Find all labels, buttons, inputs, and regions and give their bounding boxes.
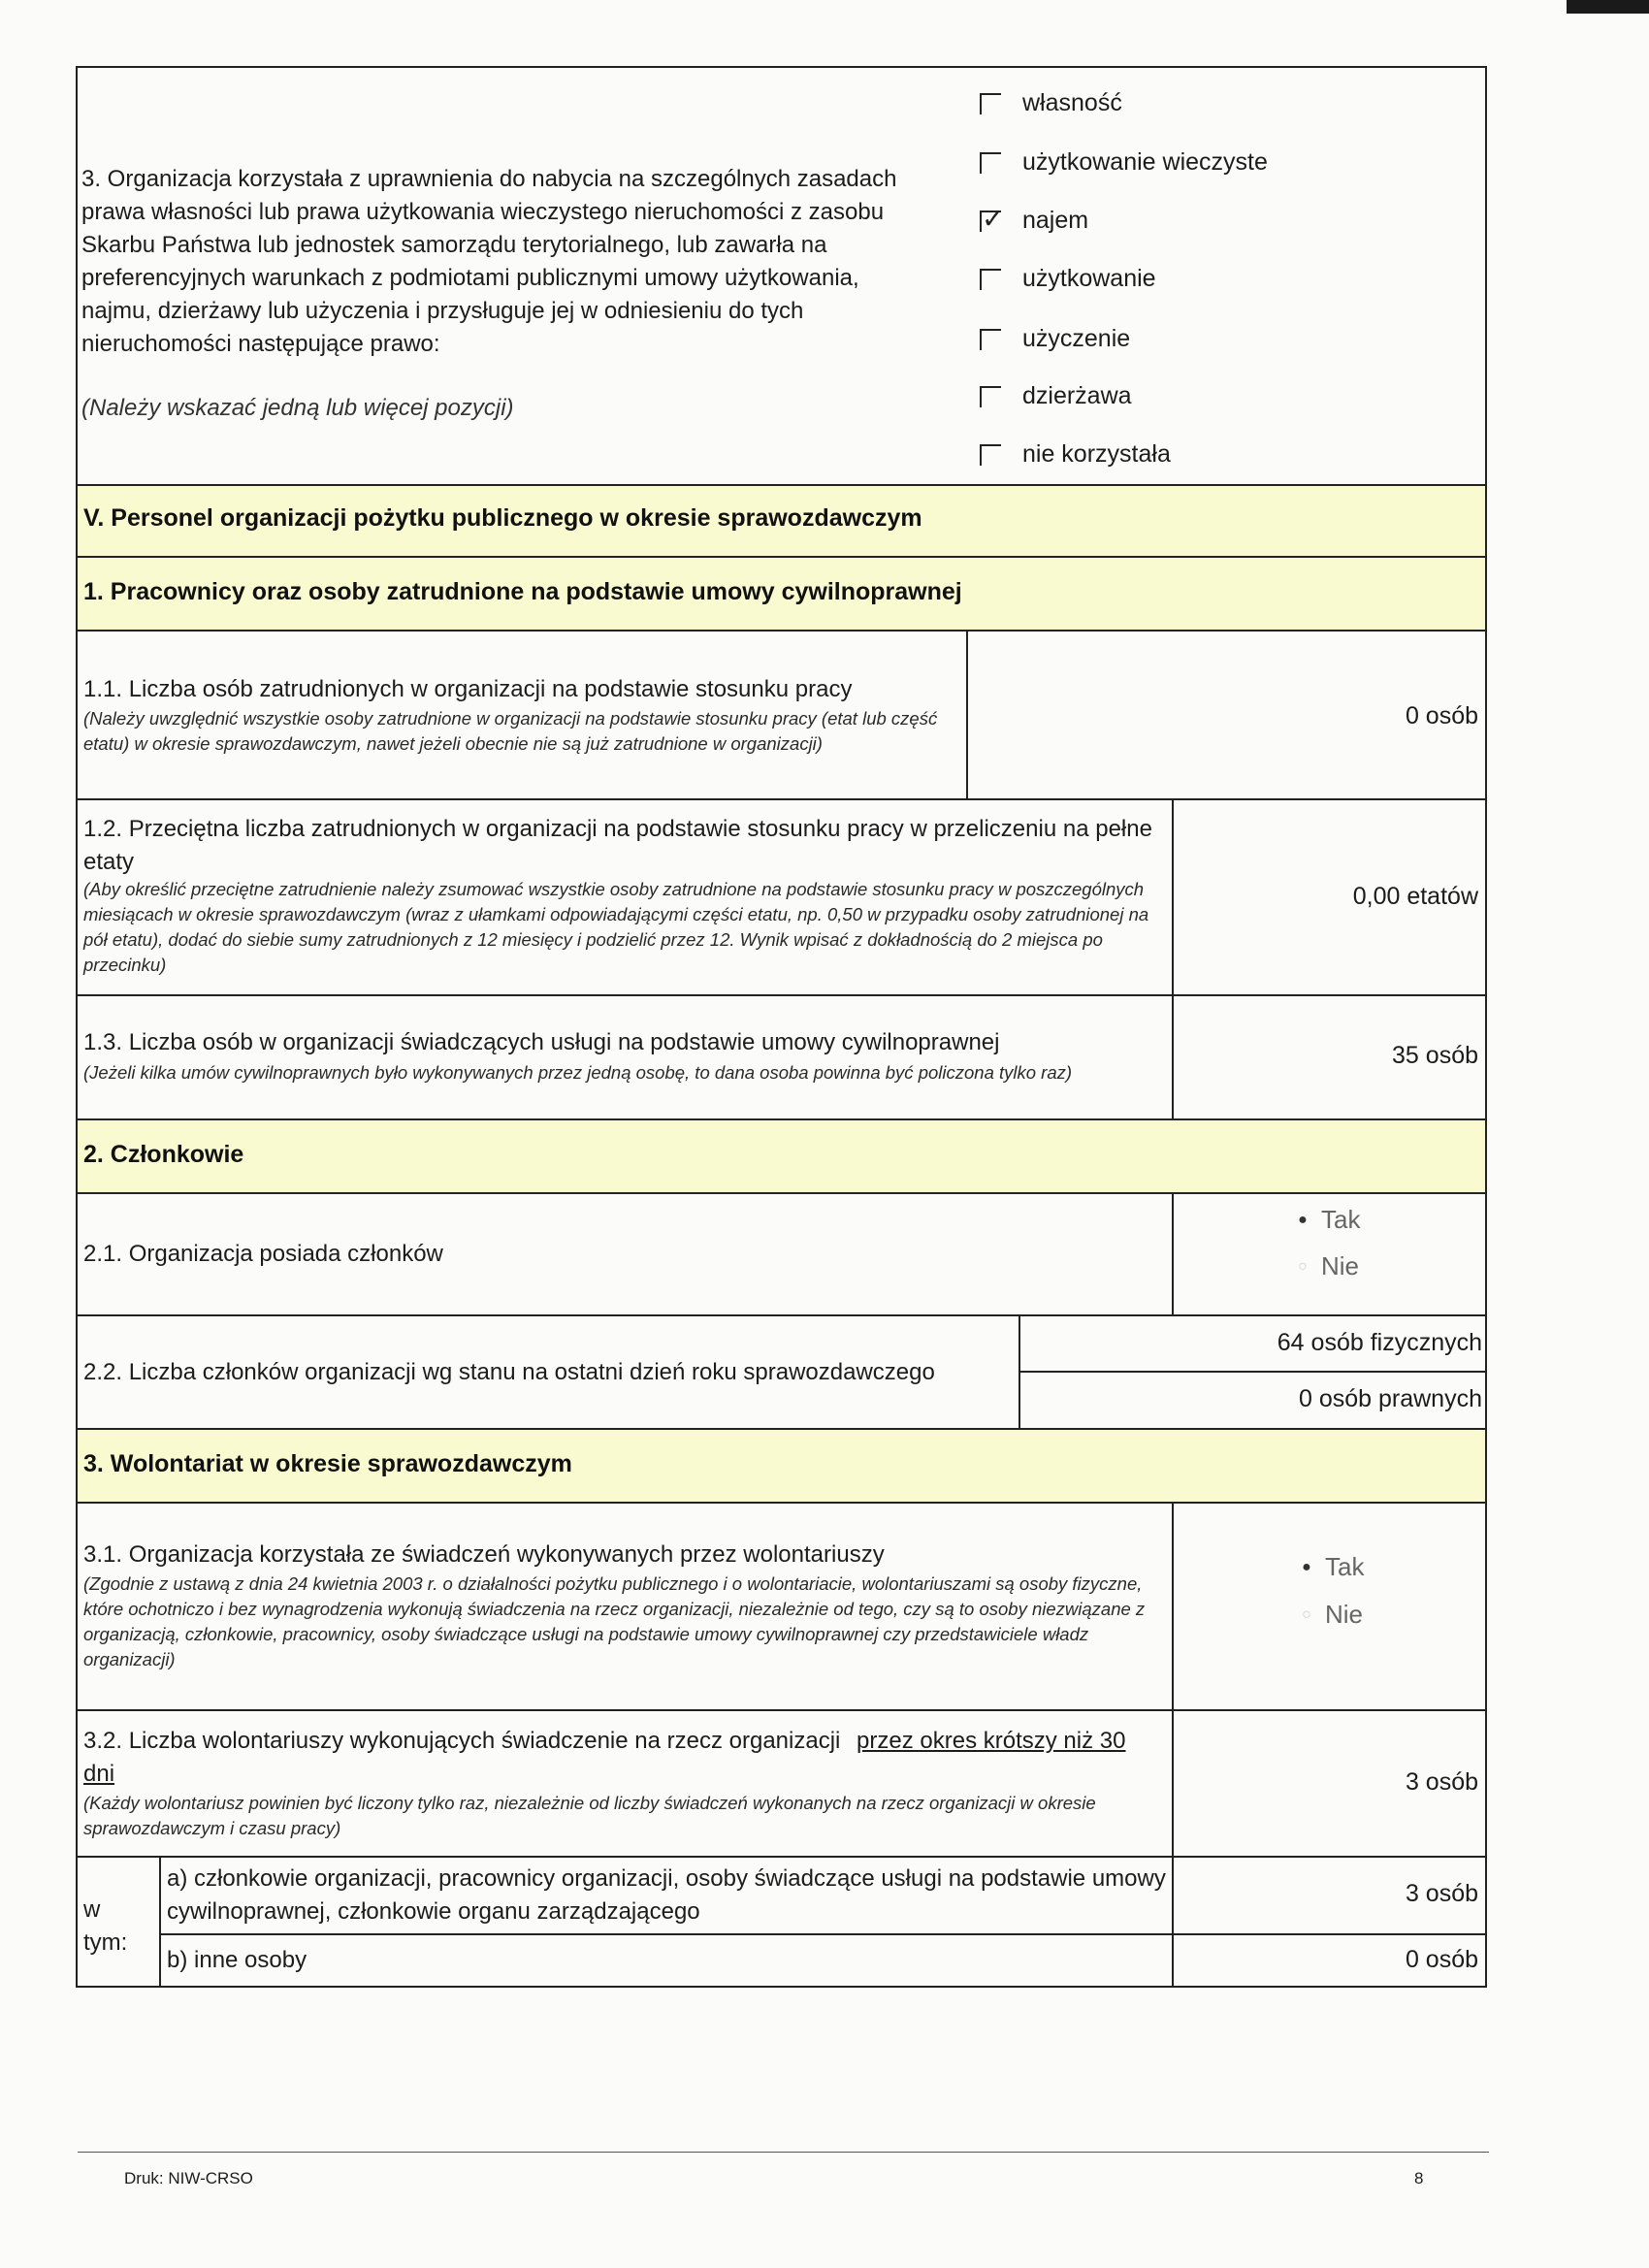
volunteers-short-label-underlined: przez okres krótszy niż 30 bbox=[857, 1728, 1126, 1754]
radio-selected-icon[interactable]: ● bbox=[1298, 1211, 1308, 1228]
option-uzytkowanie[interactable] bbox=[980, 265, 1156, 293]
option-dzierzawa[interactable] bbox=[980, 382, 1132, 410]
option-uzyczenie[interactable] bbox=[980, 325, 1130, 353]
subsection-2-title: 2. Członkowie bbox=[83, 1141, 244, 1168]
option-wlasnosc[interactable] bbox=[980, 89, 1122, 117]
volunteers-others-label: b) inne osoby bbox=[167, 1947, 307, 1973]
in-that-label bbox=[83, 1894, 127, 1960]
print-code: Druk: NIW-CRSO bbox=[124, 2169, 253, 2187]
radio-label: Nie bbox=[1325, 1600, 1364, 1629]
option-label: własność bbox=[1022, 89, 1122, 116]
property-rights-hint: (Należy wskazać jedną lub więcej pozycji) bbox=[81, 395, 514, 421]
volunteers-used-no[interactable] bbox=[1300, 1600, 1363, 1630]
volunteers-used-yes[interactable] bbox=[1300, 1552, 1364, 1582]
checked-checkbox-icon[interactable] bbox=[980, 211, 1001, 232]
checkbox-icon[interactable] bbox=[980, 152, 1001, 174]
subsection-2-header bbox=[78, 1120, 1485, 1192]
option-label: użyczenie bbox=[1022, 325, 1131, 352]
volunteers-short-label-start: 3.2. Liczba wolontariuszy wykonujących świadczenie na rzecz organizacji bbox=[83, 1728, 841, 1754]
checkbox-icon[interactable] bbox=[980, 269, 1001, 290]
has-members-no[interactable] bbox=[1296, 1251, 1359, 1281]
volunteers-used-note: (Zgodnie z ustawą z dnia 24 kwietnia 2003 r. o działalności pożytku publicznego i o wolontariacie, wolontariuszami są osoby fizyczne, które ochotniczo i bez wynagrodzenia wykonują świadczenia na rzecz organizacji, niezależnie od tego, czy są to osoby niezwiązane z organizacją, członkowie, pracownicy, osoby świadczące usługi na podstawie umowy cywilnoprawnej czy przedstawiciele władz organizacji) bbox=[83, 1573, 1146, 1669]
civil-contract-label: 1.3. Liczba osób w organizacji świadczących usługi na podstawie umowy cywilnoprawnej bbox=[83, 1029, 1000, 1055]
scan-edge-mark bbox=[1567, 0, 1649, 14]
radio-unselected-icon[interactable]: ○ bbox=[1302, 1605, 1311, 1623]
option-label: najem bbox=[1022, 207, 1089, 234]
radio-label: Tak bbox=[1321, 1205, 1361, 1234]
radio-label: Nie bbox=[1321, 1251, 1360, 1280]
has-members-label: 2.1. Organizacja posiada członków bbox=[83, 1241, 443, 1267]
volunteers-short-label-underlined-end: dni bbox=[83, 1761, 115, 1787]
members-count-label: 2.2. Liczba członków organizacji wg stanu na ostatni dzień roku sprawozdawczego bbox=[83, 1359, 935, 1385]
radio-unselected-icon[interactable]: ○ bbox=[1298, 1257, 1308, 1275]
footer-divider bbox=[78, 2152, 1489, 2153]
employees-count-value: 0 osób bbox=[1405, 702, 1478, 729]
in-that-word-2: tym: bbox=[83, 1929, 128, 1956]
volunteers-short-label bbox=[83, 1725, 1170, 1791]
average-employment-value: 0,00 etatów bbox=[1352, 883, 1478, 910]
civil-contract-value: 35 osób bbox=[1392, 1042, 1478, 1069]
option-label: nie korzystała bbox=[1022, 440, 1171, 468]
option-label: użytkowanie bbox=[1022, 265, 1156, 292]
civil-contract-note: (Jeżeli kilka umów cywilnoprawnych było wykonywanych przez jedną osobę, to dana osoba powinna być policzona tylko raz) bbox=[83, 1062, 1073, 1083]
subsection-1-title: 1. Pracownicy oraz osoby zatrudnione na podstawie umowy cywilnoprawnej bbox=[83, 578, 962, 605]
members-legal-value: 0 osób prawnych bbox=[1298, 1385, 1482, 1412]
members-natural-value: 64 osób fizycznych bbox=[1277, 1329, 1482, 1356]
checkbox-icon[interactable] bbox=[980, 444, 1001, 466]
average-employment-note: (Aby określić przeciętne zatrudnienie należy zsumować wszystkie osoby zatrudnione na podstawie stosunku pracy w poszczególnych miesiącach w okresie sprawozdawczym (wraz z ułamkami odpowiadającymi części etatu, np. 0,50 w przypadku osoby zatrudnionej na pół etatu), dodać do siebie sumy zatrudnionych z 12 miesięcy i podzielić przez 12. Wynik wpisać z dokładnością do 2 miejsca po przecinku) bbox=[83, 879, 1149, 975]
volunteers-short-value: 3 osób bbox=[1405, 1768, 1478, 1796]
radio-selected-icon[interactable]: ● bbox=[1302, 1558, 1311, 1575]
option-uzytkowanie-wieczyste[interactable] bbox=[980, 148, 1268, 177]
in-that-word-1: w bbox=[83, 1896, 101, 1923]
checkbox-icon[interactable] bbox=[980, 329, 1001, 350]
option-label: użytkowanie wieczyste bbox=[1022, 148, 1268, 176]
volunteers-used-label: 3.1. Organizacja korzystała ze świadczeń wykonywanych przez wolontariuszy bbox=[83, 1541, 885, 1568]
option-label: dzierżawa bbox=[1022, 382, 1132, 409]
option-nie-korzystala[interactable] bbox=[980, 440, 1171, 469]
employees-count-label: 1.1. Liczba osób zatrudnionych w organizacji na podstawie stosunku pracy bbox=[83, 676, 853, 702]
option-najem[interactable] bbox=[980, 207, 1088, 235]
volunteers-members-value: 3 osób bbox=[1405, 1880, 1478, 1907]
volunteers-others-value: 0 osób bbox=[1405, 1946, 1478, 1973]
property-rights-question: 3. Organizacja korzystała z uprawnienia do nabycia na szczególnych zasadach prawa własności lub prawa użytkowania wieczystego nieruchomości z zasobu Skarbu Państwa lub jednostek samorządu terytorialnego, lub zawarła na preferencyjnych warunkach z podmiotami publicznymi umowy użytkowania, najmu, dzierżawy lub użyczenia i przysługuje jej w odniesieniu do tych nieruchomości następujące prawo: bbox=[81, 166, 897, 357]
section-v-title: V. Personel organizacji pożytku publicznego w okresie sprawozdawczym bbox=[83, 504, 922, 532]
checkbox-icon[interactable] bbox=[980, 386, 1001, 407]
volunteers-members-label: a) członkowie organizacji, pracownicy organizacji, osoby świadczące usługi na podstawie umowy cywilnoprawnej, członkowie organu zarządzającego bbox=[167, 1865, 1166, 1925]
average-employment-label: 1.2. Przeciętna liczba zatrudnionych w organizacji na podstawie stosunku pracy w przeliczeniu na pełne etaty bbox=[83, 816, 1152, 875]
checkbox-icon[interactable] bbox=[980, 93, 1001, 114]
radio-label: Tak bbox=[1325, 1552, 1365, 1581]
page-number: 8 bbox=[1414, 2169, 1424, 2187]
has-members-yes[interactable] bbox=[1296, 1205, 1360, 1235]
volunteers-short-note: (Każdy wolontariusz powinien być liczony tylko raz, niezależnie od liczby świadczeń wykonanych na rzecz organizacji w okresie sprawozdawczym i czasu pracy) bbox=[83, 1793, 1096, 1838]
employees-count-note: (Należy uwzględnić wszystkie osoby zatrudnione w organizacji na podstawie stosunku pracy (etat lub część etatu) w okresie sprawozdawczym, nawet jeżeli obecnie nie są już zatrudnione w organizacji) bbox=[83, 708, 938, 754]
subsection-3-title: 3. Wolontariat w okresie sprawozdawczym bbox=[83, 1450, 572, 1477]
